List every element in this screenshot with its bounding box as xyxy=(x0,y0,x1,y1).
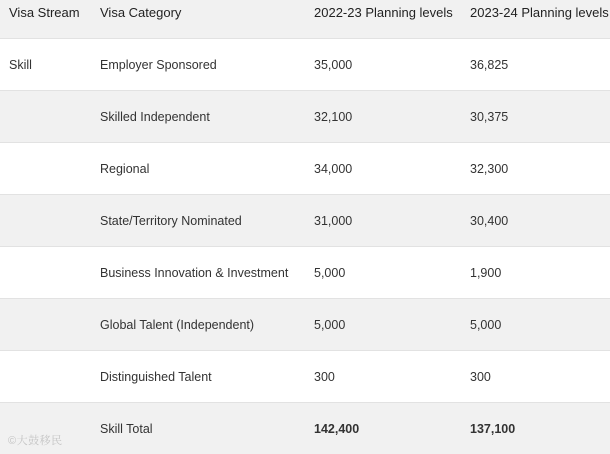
cell-2022-23: 34,000 xyxy=(314,161,353,176)
table-row xyxy=(0,143,610,195)
cell-2022-23: 5,000 xyxy=(314,265,346,280)
cell-2023-24: 36,825 xyxy=(470,57,509,72)
cell-visa-category: Skill Total xyxy=(100,421,153,436)
table-row xyxy=(0,351,610,403)
cell-visa-category: Global Talent (Independent) xyxy=(100,317,255,332)
table-row-total xyxy=(0,403,610,454)
cell-2022-23: 31,000 xyxy=(314,213,353,228)
cell-visa-category: Regional xyxy=(100,161,150,176)
cell-visa-category: Skilled Independent xyxy=(100,109,210,124)
header-2023-24: 2023-24 Planning levels xyxy=(470,5,609,20)
cell-2022-23: 5,000 xyxy=(314,317,346,332)
table-header xyxy=(0,0,610,39)
cell-2022-23: 35,000 xyxy=(314,57,353,72)
table-row xyxy=(0,39,610,91)
table-row xyxy=(0,195,610,247)
cell-visa-category: Employer Sponsored xyxy=(100,57,217,72)
cell-2023-24: 300 xyxy=(470,369,491,384)
table-row xyxy=(0,299,610,351)
cell-2023-24: 32,300 xyxy=(470,161,509,176)
cell-visa-category: State/Territory Nominated xyxy=(100,213,242,228)
cell-2022-23: 32,100 xyxy=(314,109,353,124)
cell-2022-23: 142,400 xyxy=(314,421,360,436)
cell-2023-24: 30,400 xyxy=(470,213,509,228)
cell-2023-24: 1,900 xyxy=(470,265,502,280)
header-visa-category: Visa Category xyxy=(100,5,182,20)
cell-2023-24: 5,000 xyxy=(470,317,502,332)
watermark: ©大鼓移民 xyxy=(8,435,63,447)
header-2022-23: 2022-23 Planning levels xyxy=(314,5,453,20)
table-row xyxy=(0,91,610,143)
cell-visa-category: Distinguished Talent xyxy=(100,369,212,384)
cell-visa-category: Business Innovation & Investment xyxy=(100,265,289,280)
cell-2023-24: 30,375 xyxy=(470,109,509,124)
cell-visa-stream: Skill xyxy=(9,57,32,72)
cell-2023-24: 137,100 xyxy=(470,421,516,436)
header-visa-stream: Visa Stream xyxy=(9,5,80,20)
table-row xyxy=(0,247,610,299)
cell-2022-23: 300 xyxy=(314,369,335,384)
